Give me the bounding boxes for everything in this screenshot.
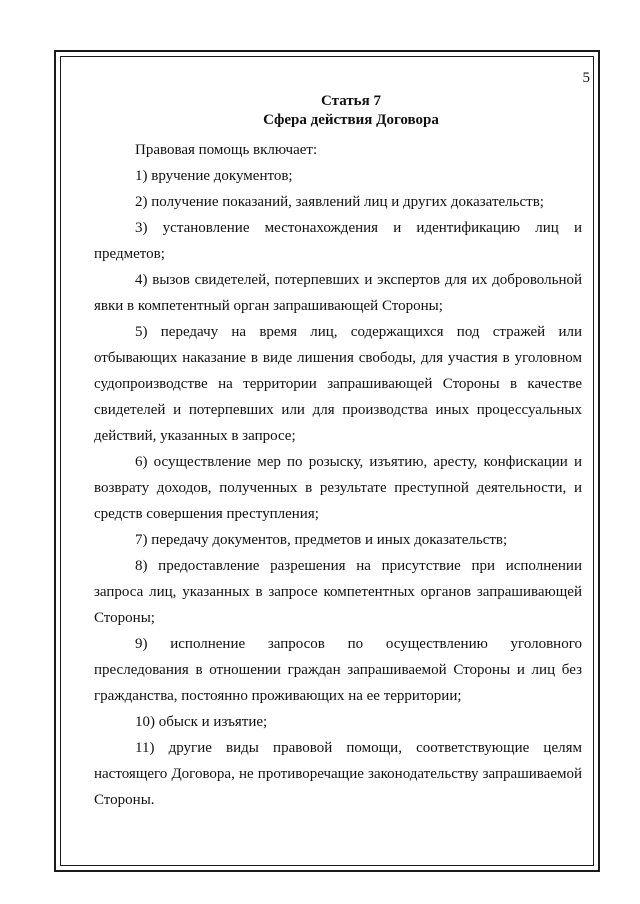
paragraph-intro: Правовая помощь включает: xyxy=(135,142,318,158)
list-item-8: 8) предоставление разрешения на присутствие при исполнении запроса лиц, указанных в запросе компетентных органов запрашивающей Стороны; xyxy=(94,558,582,626)
list-item-10: 10) обыск и изъятие; xyxy=(135,714,268,730)
list-item-3: 3) установление местонахождения и идентификацию лиц и предметов; xyxy=(94,220,582,262)
page-number: 5 xyxy=(582,70,590,86)
article-title: Сфера действия Договора xyxy=(263,112,439,128)
list-item-2: 2) получение показаний, заявлений лиц и других доказательств; xyxy=(135,194,544,210)
list-item-9: 9) исполнение запросов по осуществлению уголовного преследования в отношении граждан запрашиваемой Стороны и лиц без гражданства, постоянно проживающих на ее территории; xyxy=(94,636,582,704)
list-item-6: 6) осуществление мер по розыску, изъятию, аресту, конфискации и возврату доходов, полученных в результате преступной деятельности, и средств совершения преступления; xyxy=(94,454,582,522)
article-content xyxy=(94,92,582,813)
list-item-5: 5) передачу на время лиц, содержащихся под стражей или отбывающих наказание в виде лишения свободы, для участия в уголовном судопроизводстве на территории запрашивающей Стороны в качестве свидетелей и потерпевших или для производства иных процессуальных действий, указанных в запросе; xyxy=(94,324,582,444)
article-number: Статья 7 xyxy=(321,93,381,109)
article-heading xyxy=(94,92,582,130)
list-item-4: 4) вызов свидетелей, потерпевших и экспертов для их добровольной явки в компетентный орган запрашивающей Стороны; xyxy=(94,272,582,314)
list-item-1: 1) вручение документов; xyxy=(135,168,293,184)
list-item-7: 7) передачу документов, предметов и иных доказательств; xyxy=(135,532,508,548)
list-item-11: 11) другие виды правовой помощи, соответствующие целям настоящего Договора, не противоречащие законодательству запрашиваемой Стороны. xyxy=(94,740,582,808)
